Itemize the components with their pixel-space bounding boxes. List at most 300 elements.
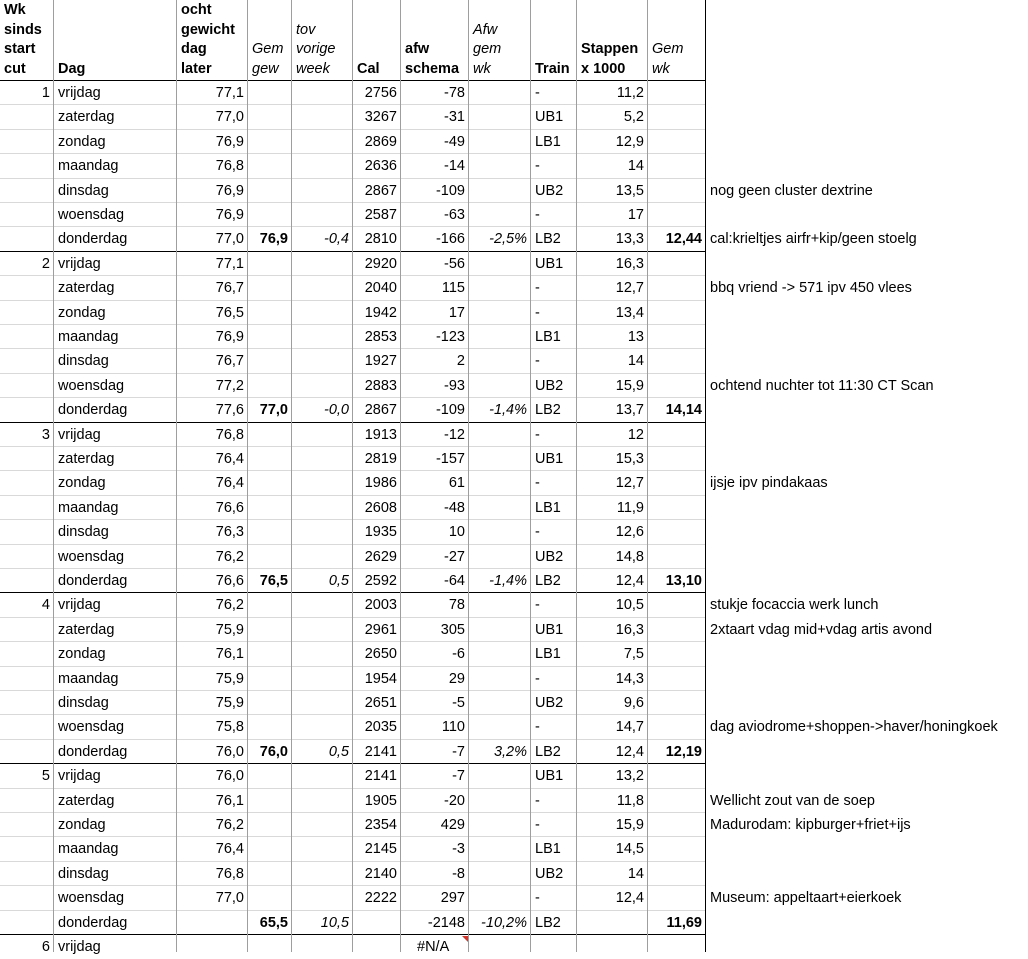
cell-calories[interactable]: 2003: [364, 597, 397, 614]
cell-avg-deviation-week[interactable]: [469, 691, 531, 715]
cell-deviation-schedule[interactable]: -93: [444, 377, 465, 394]
cell-weight[interactable]: 76,2: [215, 548, 244, 565]
cell-calories[interactable]: 2651: [364, 694, 397, 711]
header-steps[interactable]: Stappen x 1000: [581, 41, 639, 77]
cell-note[interactable]: 2xtaart vdag mid+vdag artis avond: [710, 621, 933, 638]
cell-day[interactable]: donderdag: [58, 231, 128, 248]
cell-steps[interactable]: 14,8: [615, 548, 644, 565]
cell-deviation-schedule[interactable]: 17: [448, 304, 465, 321]
cell-diff-prev-week[interactable]: [292, 179, 353, 203]
cell-avg-steps-week[interactable]: [648, 520, 706, 544]
cell-weight[interactable]: 75,9: [215, 621, 244, 638]
cell-avg-deviation-week[interactable]: [469, 935, 531, 959]
cell-steps[interactable]: 9,6: [623, 694, 644, 711]
cell-day[interactable]: woensdag: [58, 206, 125, 223]
cell-note[interactable]: [706, 667, 1028, 691]
cell-deviation-schedule[interactable]: -2148: [427, 914, 465, 931]
cell-calories[interactable]: 1954: [364, 670, 397, 687]
cell-avg-weight[interactable]: [248, 423, 292, 447]
cell-week[interactable]: [0, 642, 54, 666]
cell-training[interactable]: LB1: [535, 499, 561, 516]
cell-calories[interactable]: 2636: [364, 158, 397, 175]
cell-weight[interactable]: 76,8: [215, 158, 244, 175]
header-day[interactable]: Dag: [58, 60, 86, 77]
cell-avg-weight[interactable]: [248, 471, 292, 495]
cell-avg-weight[interactable]: [248, 593, 292, 617]
cell-day[interactable]: zondag: [58, 133, 106, 150]
cell-note[interactable]: [706, 740, 1028, 764]
cell-avg-weight[interactable]: [248, 203, 292, 227]
cell-calories[interactable]: 2354: [364, 816, 397, 833]
cell-steps[interactable]: 12,4: [615, 890, 644, 907]
cell-note[interactable]: [706, 862, 1028, 886]
cell-training[interactable]: -: [535, 597, 540, 614]
cell-steps[interactable]: 11,2: [616, 84, 644, 101]
cell-steps[interactable]: 12,4: [615, 572, 644, 589]
cell-avg-deviation-week[interactable]: [469, 764, 531, 788]
cell-avg-steps-week[interactable]: [648, 130, 706, 154]
header-deviation-schedule[interactable]: afw schema: [405, 41, 460, 77]
cell-steps[interactable]: 15,9: [615, 377, 644, 394]
cell-training[interactable]: LB1: [535, 133, 561, 150]
cell-weight[interactable]: 76,4: [215, 475, 244, 492]
cell-deviation-schedule[interactable]: -7: [452, 743, 465, 760]
cell-diff-prev-week[interactable]: [292, 130, 353, 154]
cell-deviation-schedule[interactable]: 61: [448, 475, 465, 492]
cell-deviation-schedule[interactable]: -20: [444, 792, 465, 809]
header-avg-weight[interactable]: Gem gew: [252, 41, 284, 77]
cell-weight[interactable]: 76,3: [215, 524, 244, 541]
cell-calories[interactable]: 2883: [364, 377, 397, 394]
cell-avg-weight[interactable]: [248, 130, 292, 154]
cell-steps[interactable]: 14: [627, 158, 644, 175]
cell-day[interactable]: zaterdag: [58, 792, 115, 809]
cell-avg-steps-week[interactable]: [648, 349, 706, 373]
cell-avg-weight[interactable]: [248, 447, 292, 471]
cell-note[interactable]: [706, 105, 1028, 129]
cell-diff-prev-week[interactable]: [292, 496, 353, 520]
cell-training[interactable]: -: [535, 719, 540, 736]
cell-calories[interactable]: 1905: [364, 792, 397, 809]
cell-avg-deviation-week[interactable]: [469, 154, 531, 178]
cell-week[interactable]: [0, 569, 54, 593]
cell-note[interactable]: bbq vriend -> 571 ipv 450 vlees: [710, 280, 912, 297]
cell-week[interactable]: [0, 911, 54, 935]
cell-week[interactable]: [0, 227, 54, 251]
cell-calories[interactable]: 2040: [364, 280, 397, 297]
cell-calories[interactable]: 2869: [364, 133, 397, 150]
cell-training[interactable]: LB1: [535, 646, 561, 663]
cell-diff-prev-week[interactable]: [292, 667, 353, 691]
cell-avg-deviation-week[interactable]: [469, 130, 531, 154]
cell-avg-weight[interactable]: [248, 154, 292, 178]
cell-calories[interactable]: 1935: [364, 524, 397, 541]
cell-deviation-schedule[interactable]: -31: [444, 109, 465, 126]
cell-steps[interactable]: 16,3: [615, 621, 644, 638]
cell-note[interactable]: [706, 423, 1028, 447]
cell-avg-steps-week[interactable]: [648, 691, 706, 715]
cell-training[interactable]: -: [535, 670, 540, 687]
cell-weight[interactable]: 76,0: [215, 768, 244, 785]
cell-weight[interactable]: 77,1: [215, 255, 244, 272]
cell-diff-prev-week[interactable]: [292, 447, 353, 471]
cell-avg-weight[interactable]: [248, 301, 292, 325]
cell-avg-steps-week[interactable]: [648, 252, 706, 276]
cell-deviation-schedule[interactable]: #N/A: [417, 938, 450, 955]
cell-day[interactable]: vrijdag: [58, 768, 101, 785]
cell-deviation-schedule[interactable]: -14: [444, 158, 465, 175]
cell-deviation-schedule[interactable]: -48: [444, 499, 465, 516]
cell-avg-weight[interactable]: 76,9: [259, 231, 288, 248]
cell-weight[interactable]: 76,1: [215, 792, 244, 809]
cell-training[interactable]: -: [535, 158, 540, 175]
cell-week[interactable]: [0, 667, 54, 691]
cell-avg-steps-week[interactable]: [648, 105, 706, 129]
cell-deviation-schedule[interactable]: -6: [452, 646, 465, 663]
cell-avg-weight[interactable]: [248, 837, 292, 861]
cell-avg-deviation-week[interactable]: 3,2%: [493, 743, 527, 760]
cell-steps[interactable]: 13,5: [615, 182, 644, 199]
cell-weight[interactable]: 76,8: [215, 426, 244, 443]
cell-deviation-schedule[interactable]: -8: [452, 865, 465, 882]
cell-weight[interactable]: 76,9: [215, 206, 244, 223]
cell-day[interactable]: zaterdag: [58, 450, 115, 467]
cell-day[interactable]: woensdag: [58, 548, 125, 565]
cell-avg-steps-week[interactable]: [648, 154, 706, 178]
cell-deviation-schedule[interactable]: 29: [448, 670, 465, 687]
cell-steps[interactable]: 14,5: [615, 841, 644, 858]
cell-note[interactable]: [706, 447, 1028, 471]
cell-day[interactable]: dinsdag: [58, 524, 109, 541]
cell-note[interactable]: [706, 642, 1028, 666]
cell-week[interactable]: [0, 203, 54, 227]
cell-avg-weight[interactable]: [248, 81, 292, 105]
cell-deviation-schedule[interactable]: -109: [435, 402, 465, 419]
cell-avg-weight[interactable]: [248, 252, 292, 276]
cell-steps[interactable]: 14,3: [615, 670, 644, 687]
cell-diff-prev-week[interactable]: [292, 715, 353, 739]
cell-day[interactable]: zaterdag: [58, 621, 115, 638]
cell-avg-deviation-week[interactable]: [469, 862, 531, 886]
cell-diff-prev-week[interactable]: [292, 203, 353, 227]
cell-day[interactable]: donderdag: [58, 914, 128, 931]
cell-deviation-schedule[interactable]: 110: [441, 719, 465, 736]
cell-calories[interactable]: 2222: [364, 890, 397, 907]
cell-note[interactable]: cal:krieltjes airfr+kip/geen stoelg: [710, 231, 917, 248]
cell-training[interactable]: LB2: [535, 914, 561, 931]
cell-avg-steps-week[interactable]: [648, 374, 706, 398]
cell-avg-steps-week[interactable]: [648, 325, 706, 349]
cell-week[interactable]: [0, 325, 54, 349]
cell-steps[interactable]: 12,7: [615, 475, 644, 492]
cell-weight[interactable]: 76,4: [215, 450, 244, 467]
cell-diff-prev-week[interactable]: [292, 642, 353, 666]
cell-steps[interactable]: 14: [627, 865, 644, 882]
cell-avg-weight[interactable]: [248, 935, 292, 959]
cell-deviation-schedule[interactable]: 305: [440, 621, 465, 638]
header-diff-prev-week[interactable]: tov vorige week: [296, 21, 336, 77]
cell-steps[interactable]: 12,6: [615, 524, 644, 541]
cell-diff-prev-week[interactable]: [292, 520, 353, 544]
cell-calories[interactable]: 1927: [364, 353, 397, 370]
cell-day[interactable]: dinsdag: [58, 182, 109, 199]
cell-diff-prev-week[interactable]: [292, 789, 353, 813]
cell-training[interactable]: UB2: [535, 694, 564, 711]
cell-day[interactable]: vrijdag: [58, 597, 101, 614]
cell-week[interactable]: [0, 374, 54, 398]
cell-week[interactable]: 3: [41, 426, 50, 443]
cell-training[interactable]: UB1: [535, 255, 564, 272]
cell-calories[interactable]: 2592: [364, 572, 397, 589]
cell-weight[interactable]: 76,8: [215, 865, 244, 882]
cell-avg-steps-week[interactable]: [648, 789, 706, 813]
cell-note[interactable]: [706, 764, 1028, 788]
cell-avg-weight[interactable]: 65,5: [259, 914, 288, 931]
cell-weight[interactable]: 77,0: [215, 890, 244, 907]
cell-weight[interactable]: 77,0: [215, 231, 244, 248]
cell-training[interactable]: -: [535, 353, 540, 370]
cell-weight[interactable]: 76,0: [215, 743, 244, 760]
cell-note[interactable]: [706, 691, 1028, 715]
cell-avg-steps-week[interactable]: [648, 496, 706, 520]
cell-deviation-schedule[interactable]: -64: [444, 572, 465, 589]
cell-avg-steps-week[interactable]: 13,10: [665, 572, 702, 589]
cell-avg-weight[interactable]: [248, 276, 292, 300]
cell-calories[interactable]: 2145: [364, 841, 397, 858]
cell-steps[interactable]: 13,2: [615, 768, 644, 785]
header-training[interactable]: Train: [535, 60, 570, 77]
cell-avg-deviation-week[interactable]: [469, 667, 531, 691]
cell-deviation-schedule[interactable]: -109: [435, 182, 465, 199]
cell-week[interactable]: [0, 740, 54, 764]
cell-diff-prev-week[interactable]: [292, 862, 353, 886]
cell-avg-steps-week[interactable]: [648, 837, 706, 861]
cell-calories[interactable]: 3267: [364, 109, 397, 126]
cell-week[interactable]: [0, 398, 54, 422]
cell-diff-prev-week[interactable]: [292, 154, 353, 178]
cell-diff-prev-week[interactable]: -0,4: [324, 231, 349, 248]
cell-diff-prev-week[interactable]: [292, 423, 353, 447]
cell-weight[interactable]: 77,1: [215, 84, 244, 101]
cell-diff-prev-week[interactable]: 10,5: [320, 914, 349, 931]
cell-training[interactable]: -: [535, 816, 540, 833]
cell-avg-deviation-week[interactable]: [469, 81, 531, 105]
cell-note[interactable]: ochtend nuchter tot 11:30 CT Scan: [710, 377, 934, 394]
cell-avg-steps-week[interactable]: [648, 618, 706, 642]
cell-calories[interactable]: 2867: [364, 182, 397, 199]
cell-weight[interactable]: 76,2: [215, 816, 244, 833]
cell-avg-steps-week[interactable]: 11,69: [666, 914, 702, 931]
cell-day[interactable]: vrijdag: [58, 426, 101, 443]
cell-day[interactable]: donderdag: [58, 402, 128, 419]
cell-week[interactable]: [0, 301, 54, 325]
cell-avg-steps-week[interactable]: [648, 593, 706, 617]
cell-weight[interactable]: 76,7: [215, 353, 244, 370]
cell-weight[interactable]: 76,2: [215, 597, 244, 614]
cell-note[interactable]: [706, 325, 1028, 349]
cell-avg-weight[interactable]: [248, 886, 292, 910]
cell-diff-prev-week[interactable]: [292, 593, 353, 617]
cell-day[interactable]: dinsdag: [58, 353, 109, 370]
cell-deviation-schedule[interactable]: -5: [452, 694, 465, 711]
cell-diff-prev-week[interactable]: [292, 81, 353, 105]
cell-diff-prev-week[interactable]: 0,5: [328, 743, 349, 760]
cell-avg-weight[interactable]: [248, 691, 292, 715]
cell-diff-prev-week[interactable]: [292, 545, 353, 569]
cell-steps[interactable]: 12,4: [615, 743, 644, 760]
cell-avg-deviation-week[interactable]: -1,4%: [489, 402, 527, 419]
cell-deviation-schedule[interactable]: 297: [440, 890, 465, 907]
cell-weight[interactable]: 77,0: [215, 109, 244, 126]
cell-training[interactable]: -: [535, 792, 540, 809]
cell-day[interactable]: vrijdag: [58, 255, 101, 272]
cell-note[interactable]: [706, 203, 1028, 227]
cell-weight[interactable]: 76,6: [215, 572, 244, 589]
cell-avg-deviation-week[interactable]: [469, 179, 531, 203]
cell-deviation-schedule[interactable]: -3: [452, 841, 465, 858]
cell-avg-deviation-week[interactable]: [469, 813, 531, 837]
cell-steps[interactable]: 11,8: [616, 792, 644, 809]
cell-weight[interactable]: 76,5: [215, 304, 244, 321]
cell-steps[interactable]: 14: [627, 353, 644, 370]
cell-note[interactable]: Wellicht zout van de soep: [710, 792, 875, 809]
cell-avg-weight[interactable]: [248, 667, 292, 691]
cell-week[interactable]: [0, 886, 54, 910]
cell-training[interactable]: UB2: [535, 865, 564, 882]
cell-calories[interactable]: 1942: [364, 304, 397, 321]
cell-deviation-schedule[interactable]: -27: [444, 548, 465, 565]
cell-steps[interactable]: 13: [627, 328, 644, 345]
cell-diff-prev-week[interactable]: [292, 837, 353, 861]
cell-week[interactable]: [0, 837, 54, 861]
cell-weight[interactable]: 76,9: [215, 328, 244, 345]
cell-day[interactable]: dinsdag: [58, 865, 109, 882]
cell-week[interactable]: [0, 447, 54, 471]
cell-day[interactable]: maandag: [58, 841, 119, 858]
cell-week[interactable]: [0, 520, 54, 544]
cell-weight[interactable]: 76,9: [215, 182, 244, 199]
cell-day[interactable]: maandag: [58, 328, 119, 345]
cell-day[interactable]: donderdag: [58, 743, 128, 760]
cell-avg-steps-week[interactable]: [648, 471, 706, 495]
cell-diff-prev-week[interactable]: [292, 325, 353, 349]
cell-deviation-schedule[interactable]: -56: [444, 255, 465, 272]
cell-avg-weight[interactable]: [248, 545, 292, 569]
cell-week[interactable]: 6: [41, 938, 50, 955]
cell-calories[interactable]: 2141: [364, 743, 397, 760]
cell-week[interactable]: 1: [41, 84, 50, 101]
cell-diff-prev-week[interactable]: [292, 105, 353, 129]
cell-day[interactable]: woensdag: [58, 377, 125, 394]
cell-avg-steps-week[interactable]: [648, 276, 706, 300]
cell-day[interactable]: vrijdag: [58, 938, 101, 955]
cell-avg-deviation-week[interactable]: [469, 496, 531, 520]
cell-week[interactable]: [0, 179, 54, 203]
cell-avg-steps-week[interactable]: [648, 447, 706, 471]
cell-note[interactable]: stukje focaccia werk lunch: [710, 597, 879, 614]
cell-weight[interactable]: 76,4: [215, 841, 244, 858]
cell-training[interactable]: -: [535, 524, 540, 541]
cell-training[interactable]: -: [535, 206, 540, 223]
cell-avg-steps-week[interactable]: [648, 203, 706, 227]
cell-training[interactable]: [531, 935, 577, 959]
cell-day[interactable]: maandag: [58, 499, 119, 516]
cell-avg-deviation-week[interactable]: [469, 276, 531, 300]
cell-deviation-schedule[interactable]: 78: [448, 597, 465, 614]
cell-training[interactable]: UB2: [535, 377, 564, 394]
header-weight[interactable]: ocht gewicht dag later: [181, 2, 235, 77]
cell-day[interactable]: vrijdag: [58, 84, 101, 101]
cell-note[interactable]: [706, 520, 1028, 544]
cell-note[interactable]: [706, 545, 1028, 569]
cell-diff-prev-week[interactable]: [292, 935, 353, 959]
cell-avg-deviation-week[interactable]: -1,4%: [489, 572, 527, 589]
cell-note[interactable]: nog geen cluster dextrine: [710, 182, 873, 199]
cell-avg-weight[interactable]: [248, 105, 292, 129]
cell-avg-weight[interactable]: 76,0: [259, 743, 288, 760]
cell-avg-deviation-week[interactable]: [469, 325, 531, 349]
cell-week[interactable]: [0, 813, 54, 837]
cell-avg-steps-week[interactable]: [648, 667, 706, 691]
cell-avg-steps-week[interactable]: [648, 301, 706, 325]
cell-calories[interactable]: 2920: [364, 255, 397, 272]
cell-avg-weight[interactable]: [248, 642, 292, 666]
cell-diff-prev-week[interactable]: [292, 252, 353, 276]
cell-diff-prev-week[interactable]: [292, 764, 353, 788]
cell-weight[interactable]: 76,6: [215, 499, 244, 516]
cell-steps[interactable]: 13,7: [615, 402, 644, 419]
cell-day[interactable]: woensdag: [58, 890, 125, 907]
cell-avg-steps-week[interactable]: 12,19: [665, 743, 702, 760]
cell-weight[interactable]: 76,7: [215, 280, 244, 297]
cell-diff-prev-week[interactable]: [292, 813, 353, 837]
cell-diff-prev-week[interactable]: [292, 471, 353, 495]
cell-training[interactable]: LB1: [535, 841, 561, 858]
cell-avg-deviation-week[interactable]: -10,2%: [481, 914, 527, 931]
cell-calories[interactable]: 1913: [364, 426, 397, 443]
cell-week[interactable]: [0, 471, 54, 495]
cell-week[interactable]: 4: [41, 597, 50, 614]
cell-avg-steps-week[interactable]: [648, 886, 706, 910]
cell-steps[interactable]: 14,7: [615, 719, 644, 736]
cell-deviation-schedule[interactable]: -63: [444, 206, 465, 223]
cell-training[interactable]: UB1: [535, 768, 564, 785]
cell-avg-weight[interactable]: [248, 715, 292, 739]
cell-week[interactable]: [0, 105, 54, 129]
cell-note[interactable]: [706, 911, 1028, 935]
cell-avg-deviation-week[interactable]: [469, 105, 531, 129]
cell-avg-weight[interactable]: [248, 618, 292, 642]
cell-day[interactable]: zondag: [58, 646, 106, 663]
cell-training[interactable]: UB1: [535, 621, 564, 638]
cell-calories[interactable]: 2810: [364, 231, 397, 248]
cell-training[interactable]: LB2: [535, 743, 561, 760]
cell-note[interactable]: ijsje ipv pindakaas: [710, 475, 828, 492]
cell-training[interactable]: LB2: [535, 402, 561, 419]
header-avg-deviation-week[interactable]: Afw gem wk: [473, 21, 502, 77]
cell-calories[interactable]: 2140: [364, 865, 397, 882]
cell-training[interactable]: UB2: [535, 548, 564, 565]
cell-week[interactable]: [0, 130, 54, 154]
cell-steps[interactable]: 15,3: [615, 450, 644, 467]
cell-week[interactable]: [0, 276, 54, 300]
cell-steps[interactable]: 7,5: [623, 646, 644, 663]
cell-avg-weight[interactable]: [248, 179, 292, 203]
cell-diff-prev-week[interactable]: [292, 691, 353, 715]
cell-day[interactable]: zondag: [58, 816, 106, 833]
cell-calories[interactable]: [353, 911, 401, 935]
cell-steps[interactable]: 12,7: [615, 280, 644, 297]
